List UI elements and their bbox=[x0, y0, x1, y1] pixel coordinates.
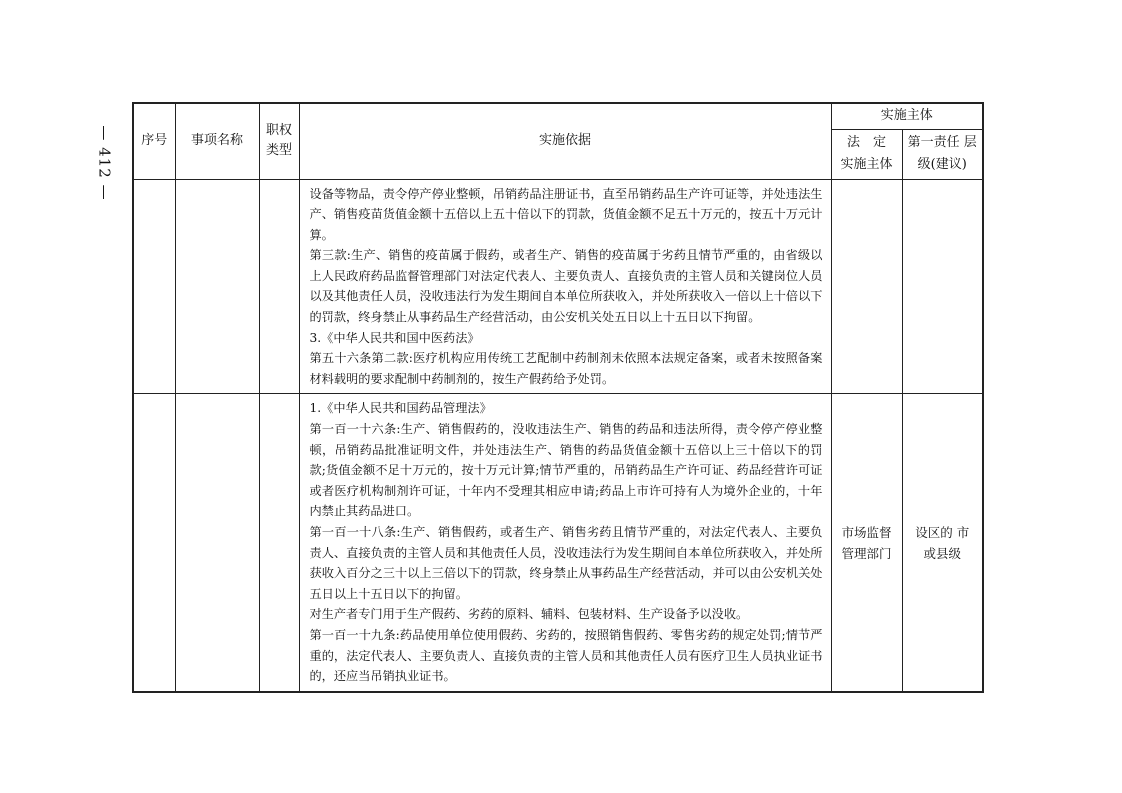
enforcement-table bbox=[132, 102, 984, 693]
basis-paragraph: 第一百一十八条:生产、销售假药，或者生产、销售劣药且情节严重的，对法定代表人、主要负责人、直接负责的主管人员和其他责任人员，没收违法行为发生期间自本单位所获收入，并处所获收入百分之三十以上三倍以下的罚款，终身禁止从事药品生产经营活动，并可以由公安机关处五日以上十五日以下的拘留。 bbox=[309, 525, 823, 601]
header-legal-subject-text: 法 定 实施主体 bbox=[840, 135, 893, 172]
row-legal-subject bbox=[831, 179, 902, 394]
header-first-resp-text: 第一责任 层级(建议) bbox=[907, 135, 977, 172]
page-number: — 412 — bbox=[96, 125, 115, 201]
row-seq bbox=[133, 394, 175, 692]
row-power-type bbox=[259, 179, 299, 394]
basis-paragraph: 第五十六条第二款:医疗机构应用传统工艺配制中药制剂未依照本法规定备案，或者未按照备案材料载明的要求配制中药制剂的，按生产假药给予处罚。 bbox=[309, 351, 823, 386]
table-row bbox=[133, 179, 983, 394]
header-basis: 实施依据 bbox=[299, 103, 831, 179]
row-item-name bbox=[175, 179, 259, 394]
basis-paragraph: 设备等物品，责令停产停业整顿，吊销药品注册证书，直至吊销药品生产许可证等，并处违法生产、销售疫苗货值金额十五倍以上五十倍以下的罚款，货值金额不足五十万元的，按五十万元计算。 bbox=[309, 186, 823, 242]
header-item-name: 事项名称 bbox=[175, 103, 259, 179]
header-seq: 序号 bbox=[133, 103, 175, 179]
header-subject-group: 实施主体 bbox=[831, 103, 983, 129]
basis-paragraph: 第三款:生产、销售的疫苗属于假药，或者生产、销售的疫苗属于劣药且情节严重的，由省级以上人民政府药品监督管理部门对法定代表人、主要负责人、直接负责的主管人员和关键岗位人员以及其他责任人员，没收违法行为发生期间自本单位所获收入，并处所获收入一倍以上十倍以下的罚款，终身禁止从事药品生产经营活动，由公安机关处五日以上十五日以下拘留。 bbox=[309, 248, 823, 325]
table-row bbox=[133, 394, 983, 692]
row-basis bbox=[299, 179, 831, 394]
basis-paragraph: 对生产者专门用于生产假药、劣药的原料、辅料、包装材料、生产设备予以没收。 bbox=[309, 607, 749, 622]
row-legal-subject bbox=[831, 394, 902, 692]
basis-paragraph: 3.《中华人民共和国中医药法》 bbox=[309, 330, 480, 345]
row-seq bbox=[133, 179, 175, 394]
header-power-type bbox=[259, 103, 299, 179]
legal-subject-text: 市场监督 管理部门 bbox=[841, 524, 892, 561]
row-item-name bbox=[175, 394, 259, 692]
row-power-type bbox=[259, 394, 299, 692]
header-power-type-text: 职权类型 bbox=[265, 123, 292, 159]
row-first-resp bbox=[902, 179, 983, 394]
page-number-container bbox=[92, 118, 118, 208]
basis-paragraph: 1.《中华人民共和国药品管理法》 bbox=[309, 401, 492, 416]
basis-paragraph: 第一百一十六条:生产、销售假药的，没收违法生产、销售的药品和违法所得，责令停产停业整顿，吊销药品批准证明文件，并处违法生产、销售的药品货值金额十五倍以上三十倍以下的罚款;货值金额不足十万元的，按十万元计算;情节严重的，吊销药品生产许可证、药品经营许可证或者医疗机构制剂许可证，十年内不受理其相应申请;药品上市许可持有人为境外企业的，十年内禁止其药品进口。 bbox=[309, 422, 823, 519]
row-first-resp bbox=[902, 394, 983, 692]
row-basis bbox=[299, 394, 831, 692]
first-resp-text: 设区的 市或县级 bbox=[915, 524, 970, 561]
header-first-resp bbox=[902, 129, 983, 179]
header-legal-subject bbox=[831, 129, 902, 179]
basis-paragraph: 第一百一十九条:药品使用单位使用假药、劣药的，按照销售假药、零售劣药的规定处罚;情节严重的，法定代表人、主要负责人、直接负责的主管人员和其他责任人员有医疗卫生人员执业证书的，还应当吊销执业证书。 bbox=[309, 627, 823, 684]
